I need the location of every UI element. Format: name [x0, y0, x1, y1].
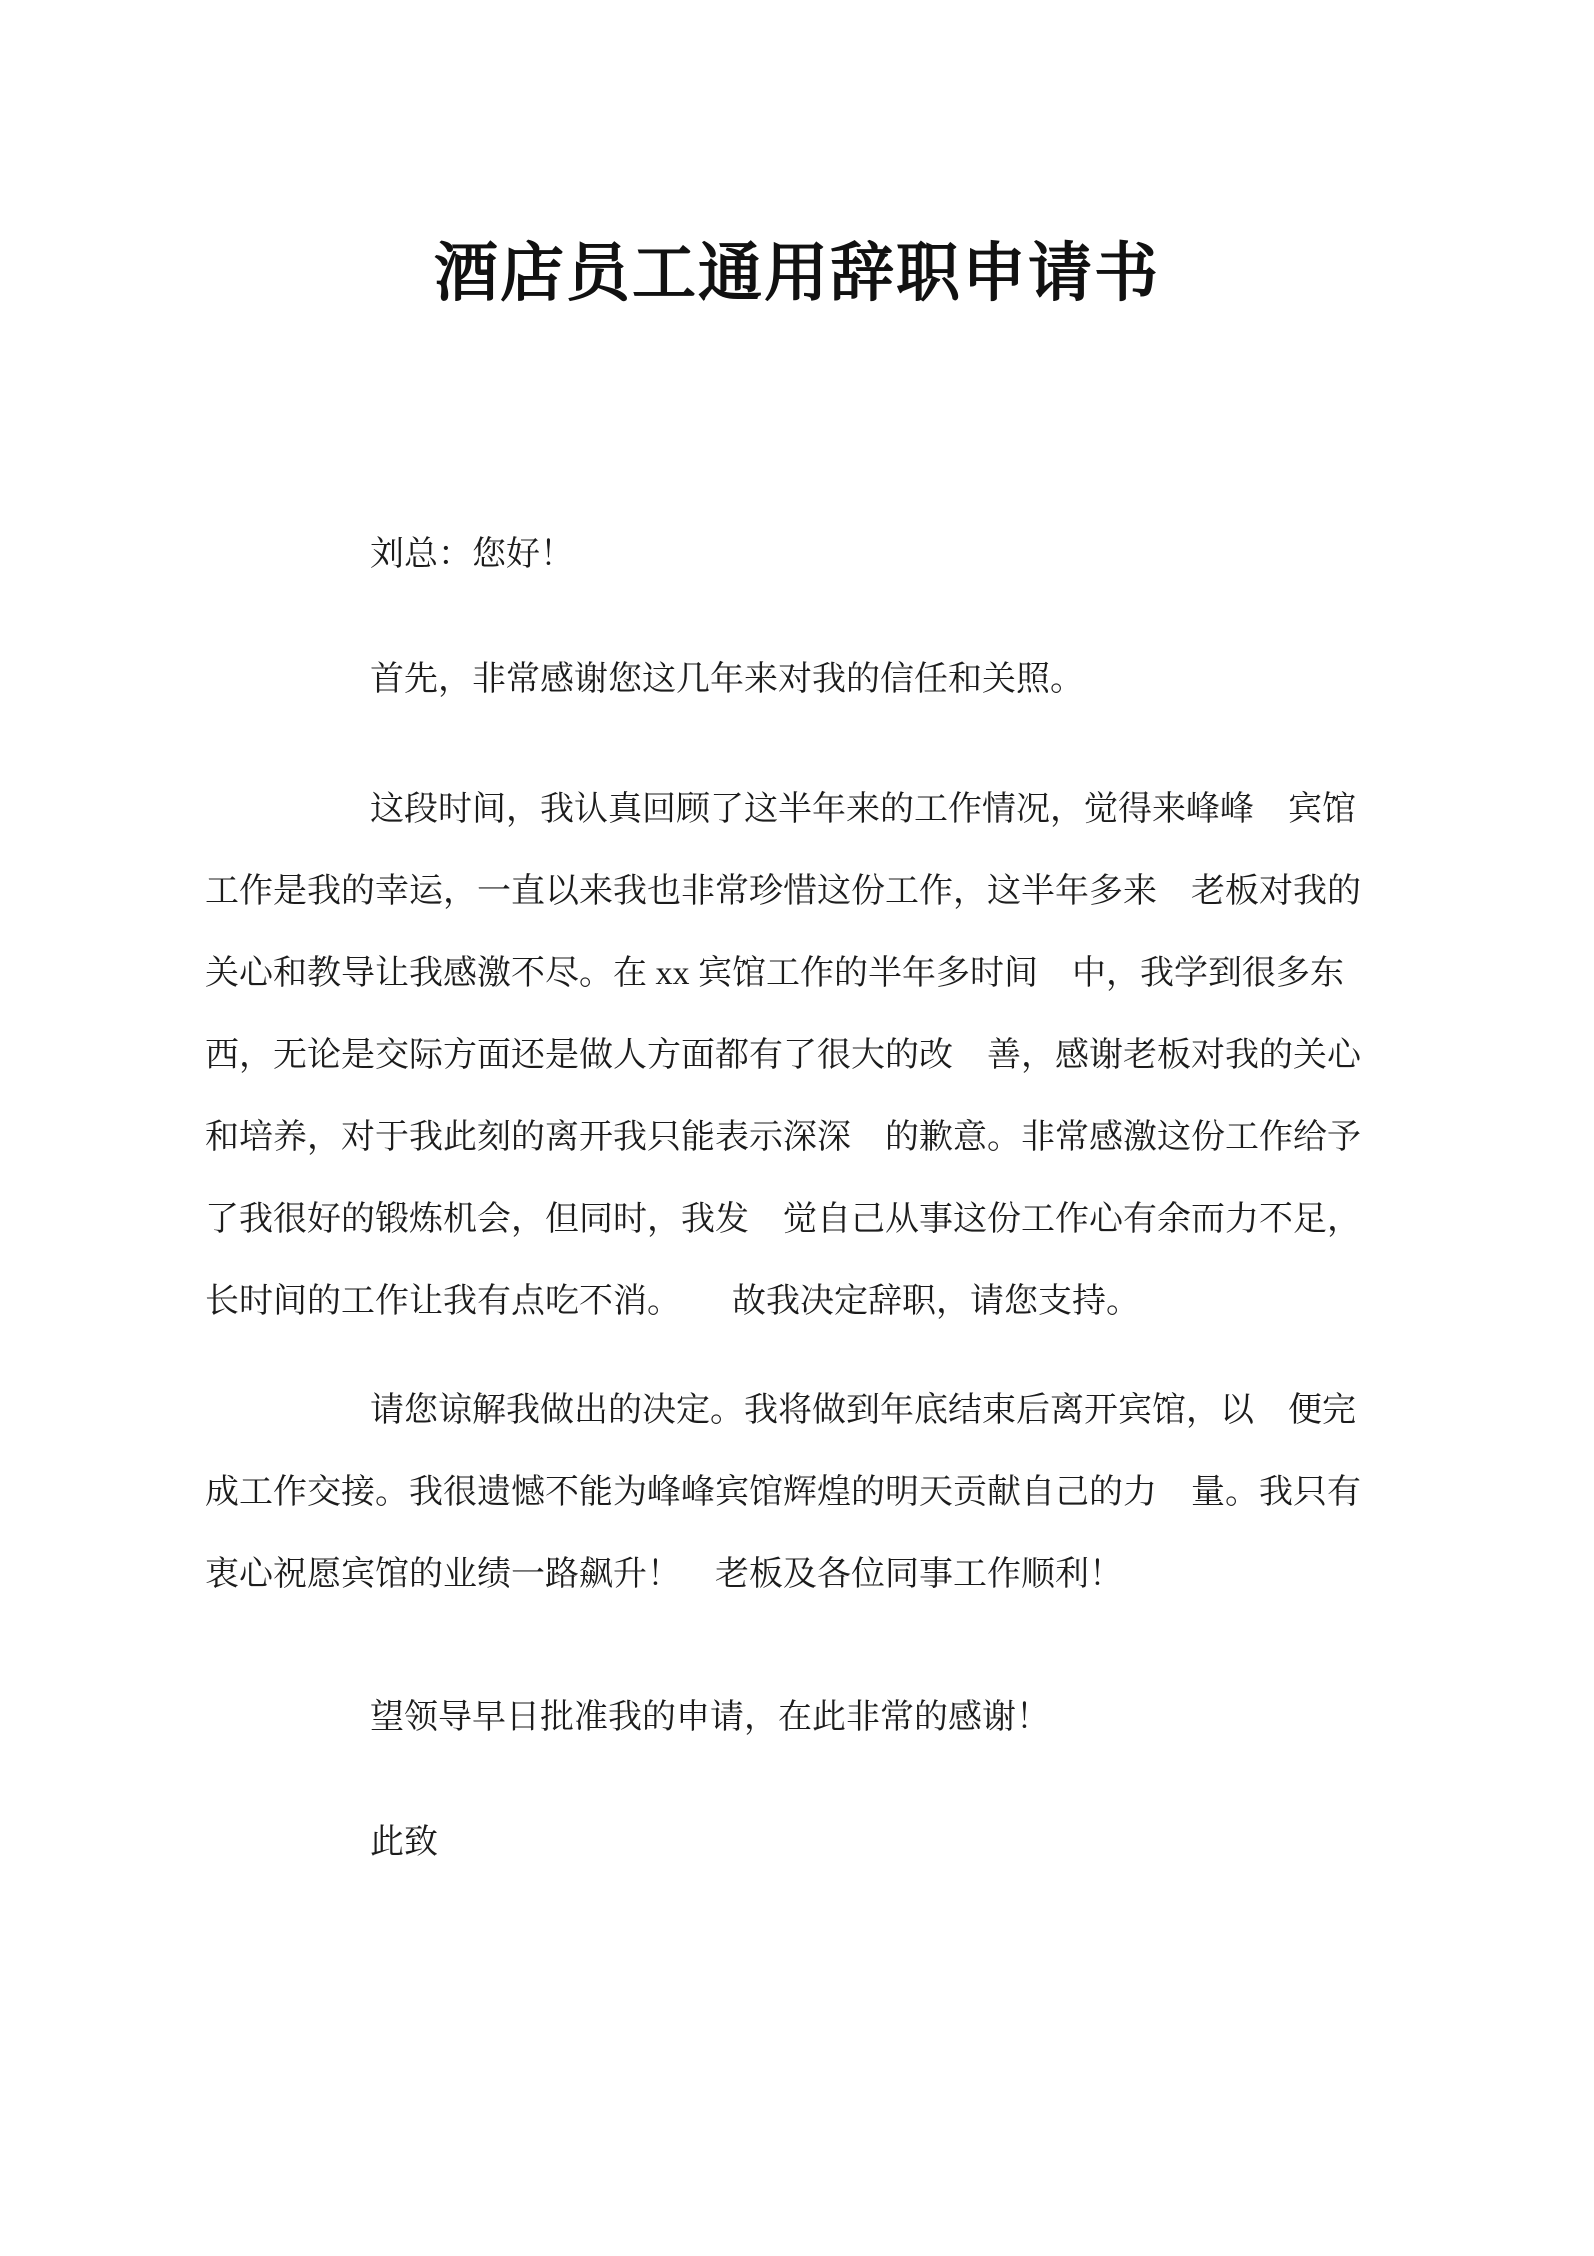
text-line-salutation: 刘总：您好！	[370, 536, 574, 573]
paragraph-request	[205, 1677, 1364, 1759]
text-line-opening: 首先，非常感谢您这几年来对我的信任和关照。	[370, 661, 1084, 698]
document-title: 酒店员工通用辞职申请书	[434, 238, 1160, 309]
paragraph-salutation	[205, 514, 1364, 596]
text-line-request: 望领导早日批准我的申请，在此非常的感谢！	[370, 1699, 1050, 1736]
text-line-body1-5: 和培养，对于我此刻的离开我只能表示深深 的歉意。非常感激这份工作给予	[205, 1119, 1361, 1156]
text-line-body2-1: 请您谅解我做出的决定。我将做到年底结束后离开宾馆，以 便完	[370, 1392, 1356, 1429]
text-line-closing: 此致	[370, 1824, 438, 1861]
text-line-body2-2: 成工作交接。我很遗憾不能为峰峰宾馆辉煌的明天贡献自己的力 量。我只有	[205, 1474, 1361, 1511]
paragraph-opening	[205, 639, 1364, 721]
text-line-body1-3: 关心和教导让我感激不尽。在 xx 宾馆工作的半年多时间 中，我学到很多东	[205, 955, 1344, 992]
paragraph-body-1	[205, 769, 1364, 1343]
document-body	[205, 514, 1364, 1884]
text-line-body1-1: 这段时间，我认真回顾了这半年来的工作情况，觉得来峰峰 宾馆	[370, 791, 1356, 828]
paragraph-closing	[205, 1802, 1364, 1884]
paragraph-body-2	[205, 1370, 1364, 1616]
text-line-body1-7: 长时间的工作让我有点吃不消。 故我决定辞职，请您支持。	[205, 1283, 1140, 1320]
text-line-body1-2: 工作是我的幸运，一直以来我也非常珍惜这份工作，这半年多来 老板对我的	[205, 873, 1361, 910]
text-line-body2-3: 衷心祝愿宾馆的业绩一路飙升！ 老板及各位同事工作顺利！	[205, 1556, 1123, 1593]
text-line-body1-4: 西，无论是交际方面还是做人方面都有了很大的改 善，感谢老板对我的关心	[205, 1037, 1361, 1074]
text-line-body1-6: 了我很好的锻炼机会，但同时，我发 觉自己从事这份工作心有余而力不足，	[205, 1201, 1361, 1238]
